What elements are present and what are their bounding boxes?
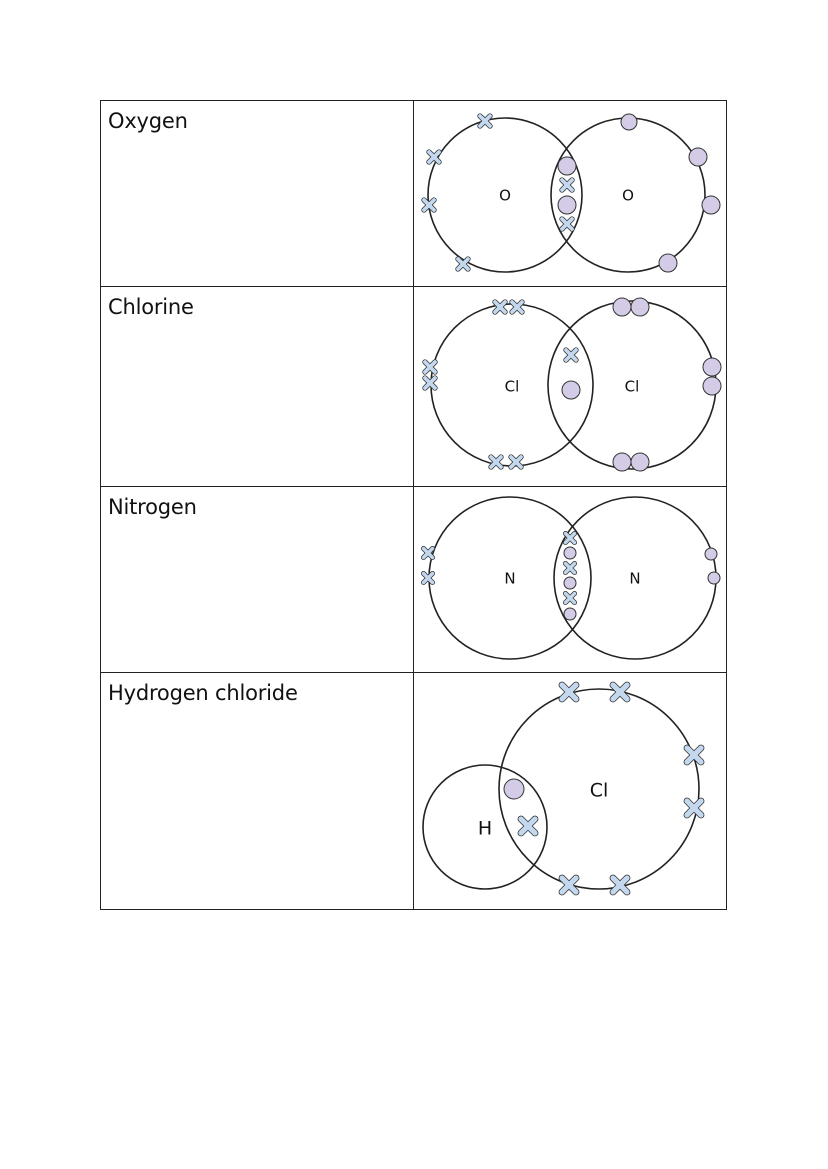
dot-electron-icon bbox=[564, 577, 576, 589]
cross-electron-icon bbox=[424, 549, 433, 558]
nitrogen-dot-cross-diagram bbox=[414, 487, 726, 672]
cross-electron-icon bbox=[495, 302, 505, 312]
dot-electron-icon bbox=[705, 548, 717, 560]
hydrogen-chloride-dot-cross-diagram bbox=[414, 673, 726, 909]
cross-electron-icon bbox=[425, 378, 435, 388]
row-nitrogen bbox=[101, 487, 727, 673]
molecule-name-cell bbox=[101, 287, 414, 487]
molecule-name-cell bbox=[101, 101, 414, 287]
molecule-name: Chlorine bbox=[108, 295, 194, 319]
cross-electron-icon bbox=[458, 259, 468, 269]
dot-electron-icon bbox=[702, 196, 720, 214]
dot-electron-icon bbox=[689, 148, 707, 166]
dot-electron-icon bbox=[631, 453, 649, 471]
molecule-name: Nitrogen bbox=[108, 495, 197, 519]
atom-symbol: N bbox=[629, 569, 641, 588]
cross-electron-icon bbox=[687, 801, 701, 815]
cross-electron-icon bbox=[566, 350, 576, 360]
cross-electron-icon bbox=[512, 302, 522, 312]
dot-electron-icon bbox=[621, 114, 637, 130]
cross-electron-icon bbox=[491, 457, 501, 467]
dot-electron-icon bbox=[703, 377, 721, 395]
cross-electron-icon bbox=[424, 200, 434, 210]
diagram-cell bbox=[414, 487, 727, 673]
dot-electron-icon bbox=[558, 157, 576, 175]
cross-electron-icon bbox=[424, 574, 433, 583]
row-hydrogen-chloride bbox=[101, 673, 727, 910]
cross-electron-icon bbox=[562, 219, 572, 229]
dot-cross-table bbox=[100, 100, 727, 910]
dot-electron-icon bbox=[613, 298, 631, 316]
cross-electron-icon bbox=[562, 180, 572, 190]
dot-electron-icon bbox=[558, 196, 576, 214]
atom-symbol: Cl bbox=[504, 377, 520, 396]
cross-electron-icon bbox=[425, 362, 435, 372]
dot-electron-icon bbox=[504, 779, 524, 799]
atom-symbol: Cl bbox=[624, 377, 640, 396]
diagram-cell bbox=[414, 287, 727, 487]
row-chlorine bbox=[101, 287, 727, 487]
atom-symbol: O bbox=[499, 186, 511, 205]
dot-electron-icon bbox=[708, 572, 720, 584]
molecule-name: Hydrogen chloride bbox=[108, 681, 298, 705]
molecule-name-cell bbox=[101, 673, 414, 910]
dot-electron-icon bbox=[613, 453, 631, 471]
atom-symbol: H bbox=[477, 817, 493, 840]
dot-electron-icon bbox=[564, 547, 576, 559]
dot-electron-icon bbox=[659, 254, 677, 272]
atom-symbol: Cl bbox=[589, 779, 609, 802]
cross-electron-icon bbox=[429, 152, 439, 162]
dot-electron-icon bbox=[703, 358, 721, 376]
cross-electron-icon bbox=[566, 594, 575, 603]
dot-electron-icon bbox=[562, 381, 580, 399]
row-oxygen bbox=[101, 101, 727, 287]
chlorine-dot-cross-diagram bbox=[414, 287, 726, 486]
diagram-cell bbox=[414, 101, 727, 287]
dot-electron-icon bbox=[631, 298, 649, 316]
diagram-cell bbox=[414, 673, 727, 910]
molecule-name: Oxygen bbox=[108, 109, 188, 133]
cross-electron-icon bbox=[480, 116, 490, 126]
dot-electron-icon bbox=[564, 608, 576, 620]
cross-electron-icon bbox=[566, 534, 575, 543]
atom-symbol: O bbox=[622, 186, 634, 205]
cross-electron-icon bbox=[566, 564, 575, 573]
cross-electron-icon bbox=[511, 457, 521, 467]
atom-symbol: N bbox=[504, 569, 516, 588]
oxygen-dot-cross-diagram bbox=[414, 101, 726, 286]
molecule-name-cell bbox=[101, 487, 414, 673]
cross-electron-icon bbox=[521, 819, 535, 833]
